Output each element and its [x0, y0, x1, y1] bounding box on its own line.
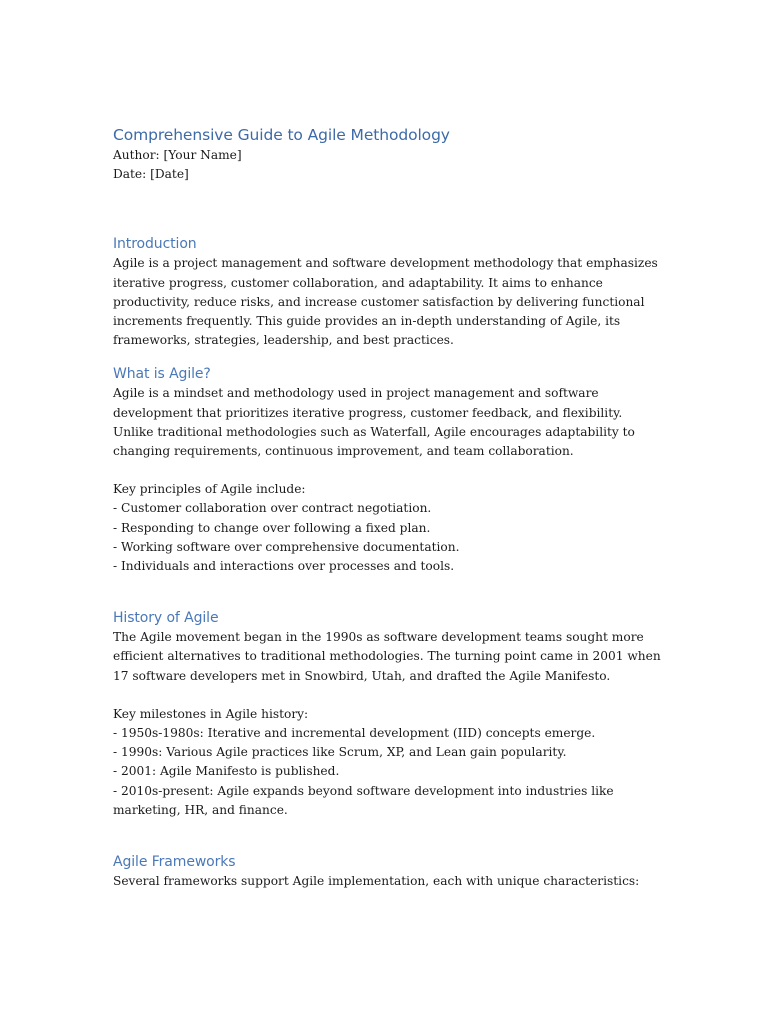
paragraph-history: The Agile movement began in the 1990s as software development teams sought more efficient alternatives to traditional methodologies. The turning point came in 2001 when 17 software developers met in Snowbird, Utah, and drafted the Agile Manifesto.	[113, 630, 661, 683]
list-intro-principles: Key principles of Agile include:	[113, 482, 306, 497]
section-what-is-agile	[113, 364, 661, 576]
paragraph-frameworks: Several frameworks support Agile implementation, each with unique characteristics:	[113, 874, 640, 889]
section-history	[113, 608, 661, 820]
list-item: - Individuals and interactions over processes and tools.	[113, 559, 455, 574]
list-item: - Customer collaboration over contract negotiation.	[113, 501, 432, 516]
document-title: Comprehensive Guide to Agile Methodology	[113, 126, 450, 144]
heading-history: History of Agile	[113, 610, 219, 627]
list-item: - 1990s: Various Agile practices like Scrum, XP, and Lean gain popularity.	[113, 745, 567, 760]
list-intro-milestones: Key milestones in Agile history:	[113, 706, 309, 721]
heading-introduction: Introduction	[113, 236, 197, 253]
list-item: - Responding to change over following a fixed plan.	[113, 520, 431, 535]
heading-what-is-agile: What is Agile?	[113, 366, 211, 383]
section-introduction	[113, 234, 661, 350]
list-item: - 2010s-present: Agile expands beyond software development into industries like marketing, HR, and finance.	[113, 783, 618, 817]
list-item: - 1950s-1980s: Iterative and incremental development (IID) concepts emerge.	[113, 726, 596, 741]
author-line: Author: [Your Name]	[113, 148, 242, 162]
document-page	[113, 124, 661, 891]
list-item: - 2001: Agile Manifesto is published.	[113, 764, 340, 779]
section-frameworks	[113, 852, 661, 891]
document-meta	[113, 146, 661, 184]
list-item: - Working software over comprehensive documentation.	[113, 539, 460, 554]
date-line: Date: [Date]	[113, 167, 189, 182]
paragraph-introduction: Agile is a project management and software development methodology that emphasizes iterative progress, customer collaboration, and adaptability. It aims to enhance productivity, reduce risks, and increase customer satisfaction by delivering functional increments frequently. This guide provides an in-depth understanding of Agile, its frameworks, strategies, leadership, and best practices.	[113, 256, 658, 348]
paragraph-what-is-agile: Agile is a mindset and methodology used in project management and software development that prioritizes iterative progress, customer feedback, and flexibility. Unlike traditional methodologies such as Waterfall, Agile encourages adaptability to changing requirements, continuous improvement, and team collaboration.	[113, 386, 635, 459]
heading-frameworks: Agile Frameworks	[113, 854, 236, 871]
